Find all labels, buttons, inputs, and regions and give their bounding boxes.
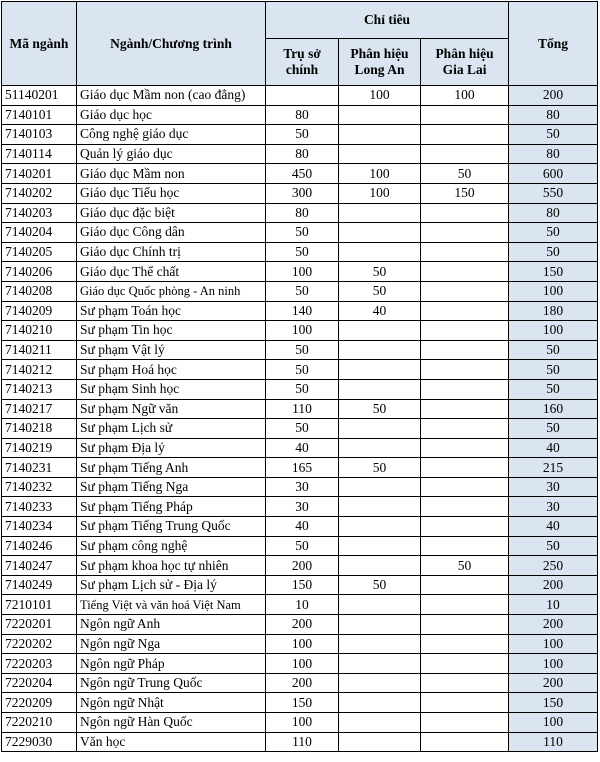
cell-total: 110 (509, 732, 598, 752)
cell-total: 80 (509, 105, 598, 125)
cell-code: 7210101 (2, 595, 77, 615)
table-row (2, 536, 598, 556)
table-row (2, 673, 598, 693)
cell-gia-lai (421, 203, 509, 223)
cell-gia-lai (421, 281, 509, 301)
cell-code: 51140201 (2, 86, 77, 106)
cell-main-campus (266, 86, 339, 106)
table-row (2, 242, 598, 262)
cell-gia-lai (421, 654, 509, 674)
cell-long-an (339, 242, 421, 262)
cell-gia-lai (421, 517, 509, 537)
table-row (2, 399, 598, 419)
table-row (2, 654, 598, 674)
cell-code: 7140217 (2, 399, 77, 419)
cell-program-name: Sư phạm Tiếng Pháp (77, 497, 266, 517)
table-row (2, 125, 598, 145)
cell-gia-lai (421, 615, 509, 635)
cell-gia-lai (421, 634, 509, 654)
cell-program-name: Giáo dục đặc biệt (77, 203, 266, 223)
cell-code: 7140219 (2, 438, 77, 458)
cell-code: 7140101 (2, 105, 77, 125)
cell-program-name: Giáo dục Công dân (77, 223, 266, 243)
cell-long-an (339, 125, 421, 145)
cell-program-name: Sư phạm Vật lý (77, 340, 266, 360)
cell-code: 7220202 (2, 634, 77, 654)
cell-program-name: Sư phạm Tiếng Trung Quốc (77, 517, 266, 537)
cell-main-campus: 110 (266, 732, 339, 752)
cell-long-an: 50 (339, 281, 421, 301)
cell-long-an (339, 360, 421, 380)
cell-long-an (339, 144, 421, 164)
cell-main-campus: 50 (266, 223, 339, 243)
cell-gia-lai (421, 713, 509, 733)
cell-total: 200 (509, 615, 598, 635)
cell-gia-lai: 50 (421, 556, 509, 576)
cell-code: 7220201 (2, 615, 77, 635)
cell-gia-lai (421, 360, 509, 380)
cell-gia-lai (421, 595, 509, 615)
cell-gia-lai (421, 379, 509, 399)
cell-main-campus: 30 (266, 477, 339, 497)
cell-main-campus: 40 (266, 438, 339, 458)
cell-total: 100 (509, 634, 598, 654)
cell-code: 7140114 (2, 144, 77, 164)
cell-code: 7140103 (2, 125, 77, 145)
cell-main-campus: 200 (266, 556, 339, 576)
cell-total: 200 (509, 575, 598, 595)
cell-main-campus: 200 (266, 615, 339, 635)
cell-code: 7140246 (2, 536, 77, 556)
cell-total: 30 (509, 477, 598, 497)
cell-gia-lai (421, 321, 509, 341)
cell-long-an: 100 (339, 183, 421, 203)
cell-total: 200 (509, 673, 598, 693)
cell-total: 100 (509, 321, 598, 341)
table-row (2, 262, 598, 282)
cell-total: 100 (509, 281, 598, 301)
cell-gia-lai: 150 (421, 183, 509, 203)
cell-long-an (339, 379, 421, 399)
cell-program-name: Sư phạm Sinh học (77, 379, 266, 399)
cell-long-an (339, 556, 421, 576)
cell-program-name: Sư phạm công nghệ (77, 536, 266, 556)
cell-total: 50 (509, 379, 598, 399)
cell-program-name: Sư phạm Tiếng Nga (77, 477, 266, 497)
cell-long-an (339, 105, 421, 125)
cell-main-campus: 80 (266, 144, 339, 164)
cell-long-an: 40 (339, 301, 421, 321)
cell-gia-lai (421, 242, 509, 262)
cell-program-name: Sư phạm Tin học (77, 321, 266, 341)
cell-code: 7140202 (2, 183, 77, 203)
cell-total: 160 (509, 399, 598, 419)
cell-long-an (339, 615, 421, 635)
header-quota: Chỉ tiêu (266, 2, 509, 39)
cell-total: 100 (509, 713, 598, 733)
cell-main-campus: 100 (266, 634, 339, 654)
cell-code: 7140247 (2, 556, 77, 576)
cell-total: 80 (509, 203, 598, 223)
cell-code: 7140210 (2, 321, 77, 341)
header-branch-gia-lai: Phân hiệu Gia Lai (421, 39, 509, 86)
cell-long-an (339, 477, 421, 497)
cell-long-an (339, 536, 421, 556)
cell-total: 215 (509, 458, 598, 478)
cell-long-an (339, 203, 421, 223)
cell-program-name: Ngôn ngữ Anh (77, 615, 266, 635)
cell-long-an (339, 321, 421, 341)
cell-main-campus: 50 (266, 536, 339, 556)
cell-gia-lai (421, 732, 509, 752)
cell-main-campus: 50 (266, 125, 339, 145)
cell-gia-lai (421, 419, 509, 439)
cell-total: 200 (509, 86, 598, 106)
header-code: Mã ngành (2, 2, 77, 86)
cell-program-name: Công nghệ giáo dục (77, 125, 266, 145)
table-row (2, 321, 598, 341)
cell-code: 7140208 (2, 281, 77, 301)
cell-program-name: Giáo dục Chính trị (77, 242, 266, 262)
table-row (2, 458, 598, 478)
cell-code: 7220204 (2, 673, 77, 693)
table-row (2, 713, 598, 733)
cell-program-name: Sư phạm Ngữ văn (77, 399, 266, 419)
cell-code: 7140218 (2, 419, 77, 439)
cell-total: 50 (509, 419, 598, 439)
cell-long-an (339, 438, 421, 458)
cell-code: 7140209 (2, 301, 77, 321)
cell-long-an: 100 (339, 86, 421, 106)
cell-long-an (339, 595, 421, 615)
cell-main-campus: 150 (266, 693, 339, 713)
cell-long-an (339, 693, 421, 713)
cell-code: 7140233 (2, 497, 77, 517)
cell-gia-lai (421, 105, 509, 125)
cell-long-an (339, 497, 421, 517)
cell-main-campus: 100 (266, 713, 339, 733)
table-row (2, 360, 598, 380)
cell-gia-lai (421, 340, 509, 360)
table-row (2, 438, 598, 458)
table-row (2, 419, 598, 439)
cell-total: 80 (509, 144, 598, 164)
table-body (2, 86, 598, 752)
cell-main-campus: 450 (266, 164, 339, 184)
cell-program-name: Sư phạm Lịch sử (77, 419, 266, 439)
cell-program-name: Sư phạm Tiếng Anh (77, 458, 266, 478)
cell-main-campus: 100 (266, 321, 339, 341)
admission-quota-table (1, 1, 598, 752)
table-row (2, 86, 598, 106)
cell-long-an: 100 (339, 164, 421, 184)
header-main-campus: Trụ sở chính (266, 39, 339, 86)
table-row (2, 575, 598, 595)
cell-code: 7140232 (2, 477, 77, 497)
cell-gia-lai (421, 497, 509, 517)
table-row (2, 301, 598, 321)
cell-main-campus: 110 (266, 399, 339, 419)
cell-gia-lai (421, 223, 509, 243)
cell-long-an (339, 340, 421, 360)
cell-main-campus: 50 (266, 419, 339, 439)
cell-program-name: Tiếng Việt và văn hoá Việt Nam (77, 595, 266, 615)
table-row (2, 223, 598, 243)
table-row (2, 164, 598, 184)
cell-long-an (339, 517, 421, 537)
cell-program-name: Giáo dục Tiểu học (77, 183, 266, 203)
cell-main-campus: 80 (266, 203, 339, 223)
cell-gia-lai: 50 (421, 164, 509, 184)
cell-long-an: 50 (339, 399, 421, 419)
cell-gia-lai (421, 536, 509, 556)
cell-long-an (339, 713, 421, 733)
cell-program-name: Quản lý giáo dục (77, 144, 266, 164)
cell-long-an: 50 (339, 262, 421, 282)
cell-main-campus: 10 (266, 595, 339, 615)
cell-code: 7140249 (2, 575, 77, 595)
cell-program-name: Ngôn ngữ Nhật (77, 693, 266, 713)
cell-total: 50 (509, 340, 598, 360)
cell-main-campus: 50 (266, 340, 339, 360)
cell-code: 7220209 (2, 693, 77, 713)
cell-gia-lai (421, 673, 509, 693)
cell-long-an (339, 654, 421, 674)
cell-program-name: Sư phạm Địa lý (77, 438, 266, 458)
cell-gia-lai (421, 477, 509, 497)
table-row (2, 732, 598, 752)
cell-total: 50 (509, 223, 598, 243)
cell-total: 150 (509, 262, 598, 282)
cell-long-an (339, 419, 421, 439)
cell-main-campus: 50 (266, 281, 339, 301)
cell-program-name: Sư phạm Lịch sử - Địa lý (77, 575, 266, 595)
cell-code: 7140205 (2, 242, 77, 262)
cell-main-campus: 165 (266, 458, 339, 478)
table-row (2, 477, 598, 497)
cell-gia-lai: 100 (421, 86, 509, 106)
cell-total: 50 (509, 536, 598, 556)
cell-long-an (339, 634, 421, 654)
cell-gia-lai (421, 575, 509, 595)
cell-long-an (339, 673, 421, 693)
cell-total: 50 (509, 242, 598, 262)
cell-code: 7140212 (2, 360, 77, 380)
cell-total: 30 (509, 497, 598, 517)
cell-total: 50 (509, 125, 598, 145)
table-row (2, 340, 598, 360)
cell-program-name: Giáo dục Quốc phòng - An ninh (77, 281, 266, 301)
table-row (2, 615, 598, 635)
cell-total: 10 (509, 595, 598, 615)
cell-long-an: 50 (339, 575, 421, 595)
cell-gia-lai (421, 438, 509, 458)
table-row (2, 183, 598, 203)
cell-main-campus: 50 (266, 242, 339, 262)
cell-program-name: Giáo dục Mầm non (77, 164, 266, 184)
header-total: Tổng (509, 2, 598, 86)
cell-main-campus: 40 (266, 517, 339, 537)
cell-main-campus: 80 (266, 105, 339, 125)
cell-gia-lai (421, 144, 509, 164)
cell-total: 550 (509, 183, 598, 203)
table-row (2, 281, 598, 301)
table-row (2, 105, 598, 125)
cell-program-name: Ngôn ngữ Hàn Quốc (77, 713, 266, 733)
cell-main-campus: 100 (266, 654, 339, 674)
cell-program-name: Sư phạm khoa học tự nhiên (77, 556, 266, 576)
cell-main-campus: 100 (266, 262, 339, 282)
cell-main-campus: 140 (266, 301, 339, 321)
cell-main-campus: 300 (266, 183, 339, 203)
cell-gia-lai (421, 458, 509, 478)
cell-code: 7140211 (2, 340, 77, 360)
cell-program-name: Ngôn ngữ Trung Quốc (77, 673, 266, 693)
table-row (2, 497, 598, 517)
cell-code: 7140213 (2, 379, 77, 399)
cell-program-name: Văn học (77, 732, 266, 752)
cell-code: 7140206 (2, 262, 77, 282)
cell-main-campus: 30 (266, 497, 339, 517)
cell-gia-lai (421, 399, 509, 419)
table-row (2, 634, 598, 654)
cell-total: 250 (509, 556, 598, 576)
cell-program-name: Ngôn ngữ Pháp (77, 654, 266, 674)
cell-long-an (339, 732, 421, 752)
cell-code: 7220203 (2, 654, 77, 674)
table-row (2, 203, 598, 223)
cell-total: 180 (509, 301, 598, 321)
cell-program-name: Giáo dục Thể chất (77, 262, 266, 282)
cell-code: 7140231 (2, 458, 77, 478)
cell-program-name: Sư phạm Toán học (77, 301, 266, 321)
cell-main-campus: 150 (266, 575, 339, 595)
table-row (2, 379, 598, 399)
cell-program-name: Ngôn ngữ Nga (77, 634, 266, 654)
cell-program-name: Giáo dục học (77, 105, 266, 125)
table-row (2, 693, 598, 713)
cell-code: 7140234 (2, 517, 77, 537)
cell-program-name: Giáo dục Mầm non (cao đẳng) (77, 86, 266, 106)
cell-main-campus: 50 (266, 360, 339, 380)
cell-code: 7140203 (2, 203, 77, 223)
table-row (2, 556, 598, 576)
cell-gia-lai (421, 125, 509, 145)
cell-code: 7140204 (2, 223, 77, 243)
cell-gia-lai (421, 693, 509, 713)
table-row (2, 595, 598, 615)
cell-code: 7220210 (2, 713, 77, 733)
header-branch-long-an: Phân hiệu Long An (339, 39, 421, 86)
cell-total: 600 (509, 164, 598, 184)
header-program: Ngành/Chương trình (77, 2, 266, 86)
cell-total: 40 (509, 517, 598, 537)
cell-gia-lai (421, 262, 509, 282)
cell-code: 7140201 (2, 164, 77, 184)
cell-total: 150 (509, 693, 598, 713)
cell-gia-lai (421, 301, 509, 321)
cell-total: 50 (509, 360, 598, 380)
cell-total: 40 (509, 438, 598, 458)
cell-main-campus: 200 (266, 673, 339, 693)
cell-program-name: Sư phạm Hoá học (77, 360, 266, 380)
cell-total: 100 (509, 654, 598, 674)
cell-main-campus: 50 (266, 379, 339, 399)
cell-code: 7229030 (2, 732, 77, 752)
table-row (2, 517, 598, 537)
table-row (2, 144, 598, 164)
cell-long-an: 50 (339, 458, 421, 478)
cell-long-an (339, 223, 421, 243)
